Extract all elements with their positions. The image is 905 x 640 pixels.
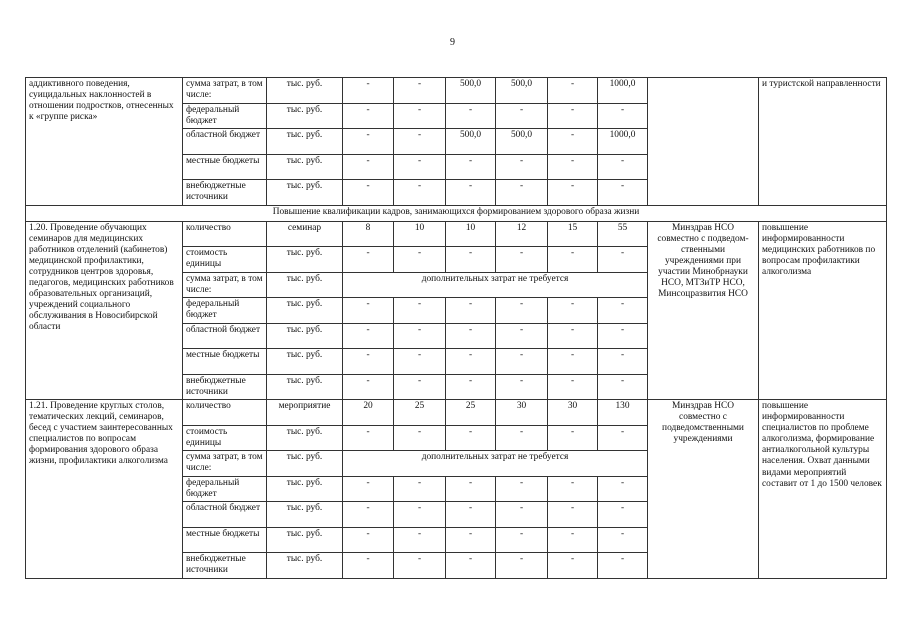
unit-cell: тыс. руб.	[267, 298, 343, 324]
unit-cell: тыс. руб.	[267, 553, 343, 579]
indicator-label: местные бюджеты	[183, 527, 267, 553]
value-cell: -	[343, 502, 394, 528]
value-cell: -	[446, 103, 496, 129]
value-cell: -	[394, 180, 446, 206]
result-cell: повышение информированности медицинских работников по вопросам профилактики алкоголизма	[759, 221, 887, 400]
value-cell: -	[496, 323, 548, 349]
table-row	[26, 221, 887, 247]
value-cell: -	[343, 78, 394, 104]
value-cell: -	[446, 374, 496, 400]
unit-cell: тыс. руб.	[267, 451, 343, 477]
value-cell: -	[446, 180, 496, 206]
value-cell: -	[598, 425, 648, 451]
value-cell: 8	[343, 221, 394, 247]
value-cell: -	[548, 374, 598, 400]
value-cell: -	[343, 476, 394, 502]
value-cell: -	[394, 374, 446, 400]
value-cell: -	[394, 553, 446, 579]
unit-cell: тыс. руб.	[267, 78, 343, 104]
indicator-label: федеральный бюджет	[183, 103, 267, 129]
value-cell: -	[446, 298, 496, 324]
value-cell: -	[394, 527, 446, 553]
unit-cell: тыс. руб.	[267, 374, 343, 400]
value-cell: -	[496, 154, 548, 180]
indicator-label: федеральный бюджет	[183, 298, 267, 324]
value-cell: 10	[446, 221, 496, 247]
note-cell: дополнительных затрат не требуется	[343, 272, 648, 298]
value-cell: -	[496, 349, 548, 375]
activity-cell: аддиктивного поведения, суицидальных наклонностей в отношении подростков, отнесенных к «группе риска»	[26, 78, 183, 206]
value-cell: -	[446, 154, 496, 180]
value-cell: -	[598, 323, 648, 349]
value-cell: -	[548, 180, 598, 206]
value-cell: -	[548, 349, 598, 375]
unit-cell: тыс. руб.	[267, 180, 343, 206]
table-row	[26, 400, 887, 426]
value-cell: -	[496, 502, 548, 528]
value-cell: -	[343, 154, 394, 180]
value-cell: -	[446, 349, 496, 375]
value-cell: 20	[343, 400, 394, 426]
value-cell: 10	[394, 221, 446, 247]
value-cell: 30	[548, 400, 598, 426]
activity-cell: 1.20. Проведение обучающих семинаров для медицинских работников отделений (кабинетов) медицинской профилактики, сотрудников центров здоровья, педагогов, медицинских работников образовательных организаций, учреждений социального обслуживания в Новосибирской области	[26, 221, 183, 400]
value-cell: -	[343, 129, 394, 155]
value-cell: -	[446, 323, 496, 349]
indicator-label: количество	[183, 400, 267, 426]
indicator-label: областной бюджет	[183, 129, 267, 155]
indicator-label: стоимость единицы	[183, 247, 267, 273]
value-cell: -	[548, 476, 598, 502]
value-cell: -	[446, 247, 496, 273]
value-cell: -	[496, 553, 548, 579]
indicator-label: местные бюджеты	[183, 154, 267, 180]
indicator-label: сумма затрат, в том числе:	[183, 272, 267, 298]
value-cell: -	[548, 425, 598, 451]
value-cell: -	[343, 553, 394, 579]
value-cell: -	[394, 298, 446, 324]
value-cell: 25	[446, 400, 496, 426]
unit-cell: тыс. руб.	[267, 247, 343, 273]
value-cell: -	[446, 425, 496, 451]
unit-cell: мероприятие	[267, 400, 343, 426]
value-cell: -	[598, 247, 648, 273]
value-cell: -	[446, 476, 496, 502]
indicator-label: федеральный бюджет	[183, 476, 267, 502]
indicator-label: областной бюджет	[183, 323, 267, 349]
value-cell: 1000,0	[598, 78, 648, 104]
value-cell: -	[496, 425, 548, 451]
value-cell: -	[598, 298, 648, 324]
value-cell: -	[548, 553, 598, 579]
value-cell: -	[598, 154, 648, 180]
value-cell: -	[496, 247, 548, 273]
executor-cell: Минздрав НСО совместно с подведом-ственными учреждениями при участии Минобрнауки НСО, МТЗиТР НСО, Минсоцразвития НСО	[648, 221, 759, 400]
value-cell: -	[394, 323, 446, 349]
value-cell: -	[598, 349, 648, 375]
value-cell: -	[598, 476, 648, 502]
table-row	[26, 78, 887, 104]
value-cell: -	[394, 129, 446, 155]
value-cell: 15	[548, 221, 598, 247]
unit-cell: тыс. руб.	[267, 425, 343, 451]
page-number: 9	[450, 37, 455, 48]
value-cell: -	[548, 247, 598, 273]
value-cell: -	[343, 180, 394, 206]
value-cell: -	[394, 78, 446, 104]
indicator-label: внебюджетные источники	[183, 180, 267, 206]
unit-cell: тыс. руб.	[267, 323, 343, 349]
value-cell: -	[598, 527, 648, 553]
value-cell: 500,0	[446, 129, 496, 155]
value-cell: -	[496, 476, 548, 502]
value-cell: -	[548, 154, 598, 180]
value-cell: -	[394, 502, 446, 528]
indicator-label: сумма затрат, в том числе:	[183, 78, 267, 104]
value-cell: -	[394, 247, 446, 273]
value-cell: -	[343, 323, 394, 349]
value-cell: -	[394, 103, 446, 129]
value-cell: -	[496, 527, 548, 553]
value-cell: -	[548, 323, 598, 349]
value-cell: 30	[496, 400, 548, 426]
value-cell: -	[548, 78, 598, 104]
program-table	[25, 77, 887, 579]
result-cell: и туристской направленности	[759, 78, 887, 206]
indicator-label: областной бюджет	[183, 502, 267, 528]
value-cell: 55	[598, 221, 648, 247]
indicator-label: местные бюджеты	[183, 349, 267, 375]
value-cell: 12	[496, 221, 548, 247]
section-row	[26, 205, 887, 221]
result-cell: повышение информированности специалистов по проблеме алкоголизма, формирование антиалкогольной культуры населения. Охват данными видами мероприятий составит от 1 до 1500 человек	[759, 400, 887, 579]
value-cell: -	[394, 349, 446, 375]
value-cell: -	[343, 349, 394, 375]
unit-cell: тыс. руб.	[267, 476, 343, 502]
value-cell: -	[394, 476, 446, 502]
indicator-label: внебюджетные источники	[183, 374, 267, 400]
value-cell: 1000,0	[598, 129, 648, 155]
unit-cell: тыс. руб.	[267, 527, 343, 553]
value-cell: -	[394, 154, 446, 180]
value-cell: -	[496, 374, 548, 400]
value-cell: -	[343, 425, 394, 451]
value-cell: -	[343, 103, 394, 129]
value-cell: -	[496, 103, 548, 129]
unit-cell: тыс. руб.	[267, 349, 343, 375]
executor-cell: Минздрав НСО совместно с подведомственными учреждениями	[648, 400, 759, 579]
value-cell: -	[343, 247, 394, 273]
value-cell: 500,0	[496, 129, 548, 155]
value-cell: -	[446, 553, 496, 579]
indicator-label: стоимость единицы	[183, 425, 267, 451]
value-cell: -	[446, 527, 496, 553]
value-cell: -	[394, 425, 446, 451]
value-cell: -	[598, 502, 648, 528]
value-cell: -	[548, 103, 598, 129]
value-cell: -	[548, 298, 598, 324]
value-cell: 500,0	[496, 78, 548, 104]
unit-cell: семинар	[267, 221, 343, 247]
executor-cell	[648, 78, 759, 206]
value-cell: -	[598, 374, 648, 400]
value-cell: -	[598, 103, 648, 129]
unit-cell: тыс. руб.	[267, 154, 343, 180]
value-cell: -	[598, 553, 648, 579]
indicator-label: внебюджетные источники	[183, 553, 267, 579]
indicator-label: сумма затрат, в том числе:	[183, 451, 267, 477]
value-cell: 130	[598, 400, 648, 426]
value-cell: -	[496, 180, 548, 206]
note-cell: дополнительных затрат не требуется	[343, 451, 648, 477]
activity-cell: 1.21. Проведение круглых столов, тематических лекций, семинаров, бесед с участием заинтересованных специалистов по вопросам формирования здорового образа жизни, профилактики алкоголизма	[26, 400, 183, 579]
unit-cell: тыс. руб.	[267, 129, 343, 155]
value-cell: 25	[394, 400, 446, 426]
value-cell: -	[548, 527, 598, 553]
value-cell: -	[548, 129, 598, 155]
unit-cell: тыс. руб.	[267, 103, 343, 129]
value-cell: -	[496, 298, 548, 324]
value-cell: -	[343, 527, 394, 553]
section-title: Повышение квалификации кадров, занимающихся формированием здорового образа жизни	[26, 205, 887, 221]
value-cell: -	[343, 374, 394, 400]
value-cell: -	[446, 502, 496, 528]
value-cell: -	[548, 502, 598, 528]
unit-cell: тыс. руб.	[267, 272, 343, 298]
value-cell: -	[598, 180, 648, 206]
value-cell: -	[343, 298, 394, 324]
value-cell: 500,0	[446, 78, 496, 104]
unit-cell: тыс. руб.	[267, 502, 343, 528]
indicator-label: количество	[183, 221, 267, 247]
